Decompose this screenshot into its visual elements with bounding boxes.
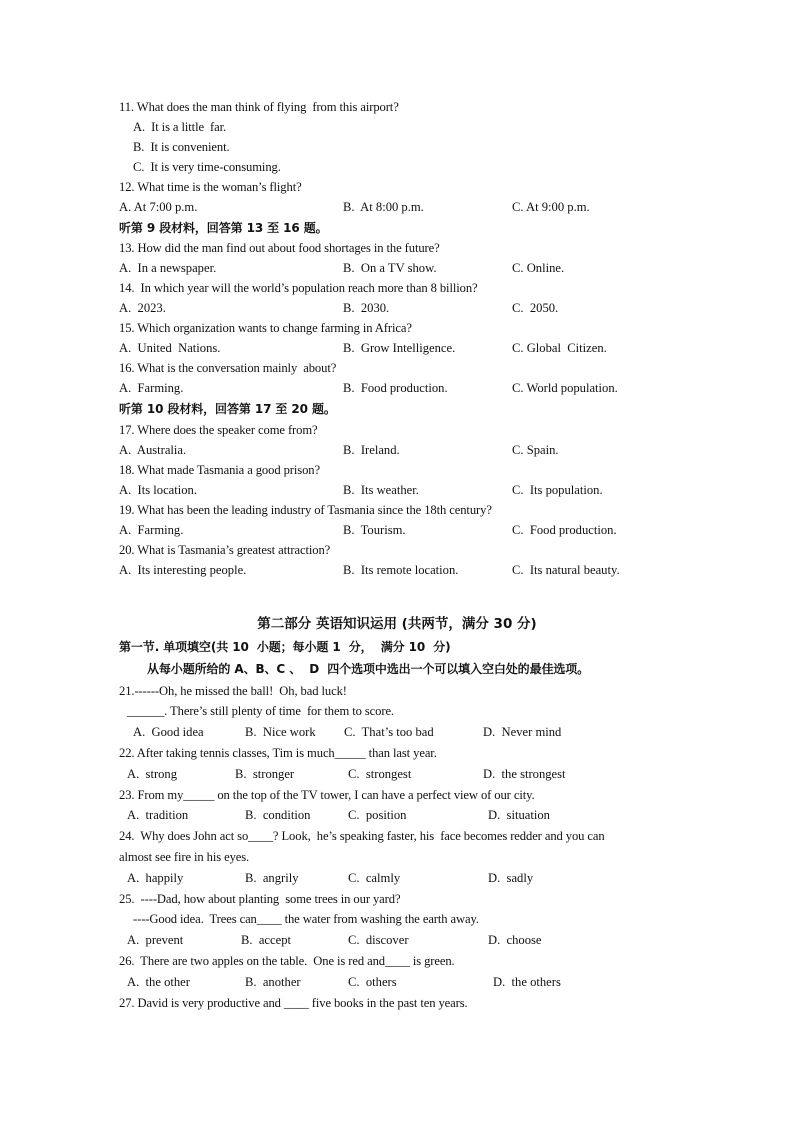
question-11-option-b: B. It is convenient. [133, 140, 230, 154]
question-14-option-b: B. 2030. [343, 301, 390, 315]
question-19-option-c: C. Food production. [512, 523, 617, 537]
question-27-stem: 27. David is very productive and ____ five books in the past ten years. [119, 996, 468, 1010]
question-22-option-d: D. the strongest [483, 767, 566, 781]
question-21-option-d: D. Never mind [483, 725, 562, 739]
question-20-option-b: B. Its remote location. [343, 563, 459, 577]
question-23-option-c: C. position [348, 808, 407, 822]
question-23-option-d: D. situation [488, 808, 550, 822]
question-18-option-b: B. Its weather. [343, 483, 419, 497]
question-14-stem: 14. In which year will the world’s population reach more than 8 billion? [119, 281, 478, 295]
question-23-option-b: B. condition [245, 808, 311, 822]
question-21-option-b: B. Nice work [245, 725, 316, 739]
question-20-option-a: A. Its interesting people. [119, 563, 247, 577]
question-21-option-c: C. That’s too bad [344, 725, 434, 739]
question-25-option-d: D. choose [488, 933, 542, 947]
question-16-stem: 16. What is the conversation mainly about? [119, 361, 337, 375]
question-19-option-b: B. Tourism. [343, 523, 406, 537]
question-16-option-a: A. Farming. [119, 381, 184, 395]
question-12-option-a: A. At 7:00 p.m. [119, 200, 198, 214]
question-17-option-c: C. Spain. [512, 443, 559, 457]
question-26-option-d: D. the others [493, 975, 561, 989]
question-18-option-a: A. Its location. [119, 483, 197, 497]
question-26-stem: 26. There are two apples on the table. One is red and____ is green. [119, 954, 455, 968]
question-22-option-b: B. stronger [235, 767, 295, 781]
section-9-heading: 听第 9 段材料，回答第 13 至 16 题。 [119, 221, 328, 235]
question-12-stem: 12. What time is the woman’s flight? [119, 180, 302, 194]
question-25-option-c: C. discover [348, 933, 409, 947]
question-11-option-a: A. It is a little far. [133, 120, 227, 134]
question-21-line-2: ______. There’s still plenty of time for them to score. [127, 704, 394, 718]
question-24-line-2: almost see fire in his eyes. [119, 850, 250, 864]
question-25-line-1: 25. ----Dad, how about planting some trees in our yard? [119, 892, 401, 906]
question-24-option-d: D. sadly [488, 871, 534, 885]
question-15-option-c: C. Global Citizen. [512, 341, 607, 355]
question-19-stem: 19. What has been the leading industry of Tasmania since the 18th century? [119, 503, 492, 517]
question-24-option-c: C. calmly [348, 871, 401, 885]
question-20-option-c: C. Its natural beauty. [512, 563, 620, 577]
question-25-option-a: A. prevent [127, 933, 184, 947]
question-23-option-a: A. tradition [127, 808, 189, 822]
question-17-option-b: B. Ireland. [343, 443, 400, 457]
question-13-option-c: C. Online. [512, 261, 565, 275]
question-13-stem: 13. How did the man find out about food shortages in the future? [119, 241, 440, 255]
question-11-option-c: C. It is very time-consuming. [133, 160, 281, 174]
question-25-line-2: ----Good idea. Trees can____ the water from washing the earth away. [133, 912, 479, 926]
section-1-heading: 第一节. 单项填空(共 10 小题；每小题 1 分， 满分 10 分) [119, 640, 451, 654]
question-21-option-a: A. Good idea [133, 725, 204, 739]
question-15-stem: 15. Which organization wants to change farming in Africa? [119, 321, 412, 335]
question-22-option-c: C. strongest [348, 767, 412, 781]
question-15-option-b: B. Grow Intelligence. [343, 341, 456, 355]
question-24-option-a: A. happily [127, 871, 184, 885]
question-26-option-b: B. another [245, 975, 301, 989]
section-10-heading: 听第 10 段材料，回答第 17 至 20 题。 [119, 402, 336, 416]
question-24-option-b: B. angrily [245, 871, 299, 885]
question-21-line-1: 21.------Oh, he missed the ball! Oh, bad luck! [119, 684, 347, 698]
question-14-option-c: C. 2050. [512, 301, 559, 315]
question-24-line-1: 24. Why does John act so____? Look, he’s speaking faster, his face becomes redder and you can [119, 829, 605, 843]
section-1-instruction: 从每小题所给的 A、B、C 、 D 四个选项中选出一个可以填入空白处的最佳选项。 [147, 662, 590, 676]
question-11-stem: 11. What does the man think of flying from this airport? [119, 100, 399, 114]
question-12-option-c: C. At 9:00 p.m. [512, 200, 590, 214]
question-16-option-c: C. World population. [512, 381, 618, 395]
question-20-stem: 20. What is Tasmania’s greatest attraction? [119, 543, 331, 557]
question-25-option-b: B. accept [241, 933, 291, 947]
question-16-option-b: B. Food production. [343, 381, 448, 395]
question-15-option-a: A. United Nations. [119, 341, 221, 355]
question-13-option-a: A. In a newspaper. [119, 261, 217, 275]
question-12-option-b: B. At 8:00 p.m. [343, 200, 424, 214]
question-23-stem: 23. From my_____ on the top of the TV tower, I can have a perfect view of our city. [119, 788, 535, 802]
question-22-stem: 22. After taking tennis classes, Tim is much_____ than last year. [119, 746, 437, 760]
question-17-option-a: A. Australia. [119, 443, 187, 457]
question-22-option-a: A. strong [127, 767, 178, 781]
question-18-option-c: C. Its population. [512, 483, 603, 497]
question-19-option-a: A. Farming. [119, 523, 184, 537]
question-14-option-a: A. 2023. [119, 301, 166, 315]
question-13-option-b: B. On a TV show. [343, 261, 437, 275]
question-18-stem: 18. What made Tasmania a good prison? [119, 463, 320, 477]
question-17-stem: 17. Where does the speaker come from? [119, 423, 318, 437]
part-2-title: 第二部分 英语知识运用 (共两节，满分 30 分) [257, 616, 537, 632]
question-26-option-c: C. others [348, 975, 397, 989]
question-26-option-a: A. the other [127, 975, 190, 989]
